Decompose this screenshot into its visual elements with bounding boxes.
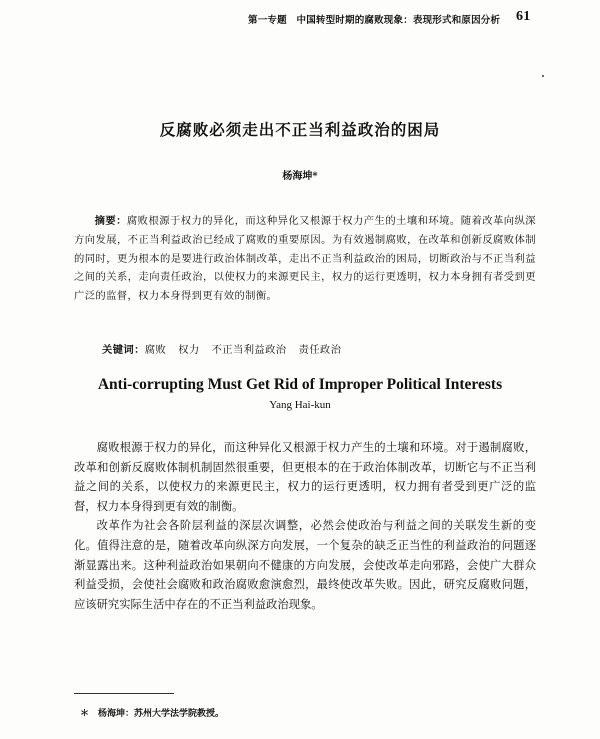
keyword: 权力 xyxy=(178,344,200,356)
keyword: 腐败 xyxy=(144,344,167,356)
abstract-text: 腐败根源于权力的异化，而这种异化又根源于权力产生的土壤和环境。随着改革向纵深方向发展，不正当利益政治已经成了腐败的重要原因。为有效遏制腐败，在改革和创新反腐败体制的同时，更为根本的是要进行政治体制改革，走出不正当利益政治的困局，切断政治与不正当利益之间的关系，走向责任政治，以使权力的来源更民主，权力的运行更透明，权力本身拥有者受到更广泛的监督，权力本身得到更有效的制衡。 xyxy=(74,215,537,303)
footnote: ＊ 杨海坤：苏州大学法学院教授。 xyxy=(80,709,225,719)
running-header xyxy=(248,9,538,26)
article-author: 杨海坤* xyxy=(282,171,318,182)
paragraph: 腐败根源于权力的异化，而这种异化又根源于权力产生的土壤和环境。对于遏制腐败，改革和创新反腐败体制机制固然很重要，但更根本的在于政治体制改革，切断它与不正当利益之间的关系，以使权力的来源更民主，权力的运行更透明，权力拥有者受到更广泛的监督，权力本身得到更有效的制衡。 xyxy=(74,441,536,513)
keyword: 责任政治 xyxy=(298,344,342,356)
footnote-rule xyxy=(74,693,174,694)
english-title: Anti-corrupting Must Get Rid of Improper Political Interests xyxy=(97,376,503,393)
keywords xyxy=(102,341,532,356)
article-title: 反腐败必须走出不正当利益政治的困局 xyxy=(159,120,441,139)
stray-mark xyxy=(542,75,544,77)
keywords-label: 关键词： xyxy=(102,344,145,356)
body-text xyxy=(74,438,536,614)
keyword: 不正当利益政治 xyxy=(211,344,287,356)
running-title: 第一专题 中国转型时期的腐败现象：表现形式和原因分析 xyxy=(248,15,501,26)
abstract-label: 摘要： xyxy=(94,215,127,227)
page-number: 61 xyxy=(516,9,531,24)
abstract xyxy=(74,212,536,306)
paragraph: 改革作为社会各阶层利益的深层次调整，必然会使政治与利益之间的关联发生新的变化。值得注意的是，随着改革向纵深方向发展，一个复杂的缺乏正当性的利益政治的问题逐渐显露出来。这种利益政治如果朝向不健康的方向发展，会使改革走向邪路，会使广大群众利益受损，会使社会腐败和政治腐败愈演愈烈，最终使改革失败。因此，研究反腐败问题，应该研究实际生活中存在的不正当利益政治现象。 xyxy=(74,519,536,611)
english-author: Yang Hai-kun xyxy=(269,399,331,411)
